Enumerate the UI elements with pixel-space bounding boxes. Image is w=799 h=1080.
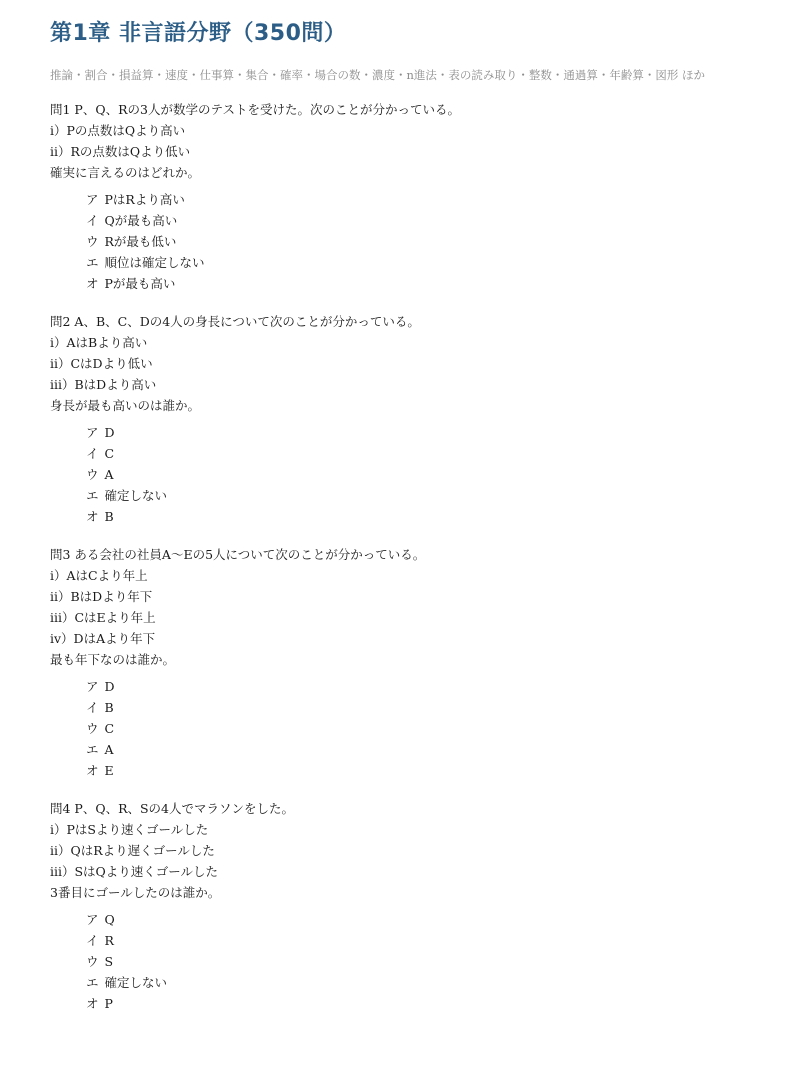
condition: ⅰ）AはCより年上: [50, 568, 148, 583]
chapter-title: 第1章 非言語分野（350問）: [50, 21, 347, 46]
answer-options: [50, 189, 769, 294]
answer-option: [86, 760, 769, 781]
condition: ⅰ）AはBより高い: [50, 335, 148, 350]
condition: ⅲ）CはEより年上: [50, 610, 156, 625]
option-mark: エ: [86, 742, 99, 757]
option-text: 確定しない: [104, 975, 168, 990]
answer-option: [86, 506, 769, 527]
option-text: Qが最も高い: [104, 213, 178, 228]
question-2: [50, 311, 769, 527]
answer-option: [86, 909, 769, 930]
option-mark: オ: [86, 996, 99, 1011]
chapter-topics: 推論・割合・損益算・速度・仕事算・集合・確率・場合の数・濃度・n進法・表の読み取り・整数・通過算・年齢算・図形 ほか: [50, 68, 706, 82]
option-mark: ウ: [86, 954, 99, 969]
question-3: [50, 544, 769, 781]
condition: ⅱ）CはDより低い: [50, 356, 153, 371]
option-mark: イ: [86, 213, 99, 228]
question-prompt: 3番目にゴールしたのは誰か。: [50, 885, 221, 900]
answer-option: [86, 231, 769, 252]
option-text: A: [104, 467, 114, 482]
option-mark: ア: [86, 425, 99, 440]
condition: ⅱ）BはDより年下: [50, 589, 153, 604]
question-prompt: 確実に言えるのはどれか。: [50, 165, 201, 180]
question-stem: 問1 P、Q、Rの3人が数学のテストを受けた。次のことが分かっている。: [50, 102, 460, 117]
option-text: 順位は確定しない: [104, 255, 205, 270]
condition: ⅰ）Pの点数はQより高い: [50, 123, 186, 138]
option-mark: オ: [86, 276, 99, 291]
option-text: C: [104, 446, 115, 461]
question-stem: 問3 ある会社の社員A〜Eの5人について次のことが分かっている。: [50, 547, 426, 562]
condition: ⅲ）BはDより高い: [50, 377, 157, 392]
answer-option: [86, 422, 769, 443]
answer-option: [86, 273, 769, 294]
option-text: D: [104, 679, 115, 694]
option-text: E: [104, 763, 114, 778]
answer-options: [50, 676, 769, 781]
condition: ⅲ）SはQより速くゴールした: [50, 864, 219, 879]
option-text: R: [104, 933, 114, 948]
question-prompt: 最も年下なのは誰か。: [50, 652, 176, 667]
answer-option: [86, 930, 769, 951]
answer-option: [86, 189, 769, 210]
answer-option: [86, 676, 769, 697]
option-mark: ウ: [86, 234, 99, 249]
answer-option: [86, 993, 769, 1014]
option-text: Pが最も高い: [104, 276, 176, 291]
option-text: Q: [104, 912, 115, 927]
option-mark: イ: [86, 700, 99, 715]
option-text: A: [104, 742, 114, 757]
answer-option: [86, 252, 769, 273]
option-text: Rが最も低い: [104, 234, 177, 249]
option-text: P: [104, 996, 113, 1011]
answer-option: [86, 697, 769, 718]
answer-option: [86, 739, 769, 760]
option-mark: ア: [86, 912, 99, 927]
question-stem: 問2 A、B、C、Dの4人の身長について次のことが分かっている。: [50, 314, 420, 329]
option-text: 確定しない: [104, 488, 168, 503]
question-stem: 問4 P、Q、R、Sの4人でマラソンをした。: [50, 801, 295, 816]
option-mark: イ: [86, 446, 99, 461]
option-text: D: [104, 425, 115, 440]
option-mark: ウ: [86, 721, 99, 736]
option-mark: オ: [86, 509, 99, 524]
answer-option: [86, 485, 769, 506]
condition: ⅳ）DはAより年下: [50, 631, 156, 646]
option-mark: イ: [86, 933, 99, 948]
condition: ⅱ）Rの点数はQより低い: [50, 144, 191, 159]
condition: ⅰ）PはSより速くゴールした: [50, 822, 209, 837]
option-mark: ウ: [86, 467, 99, 482]
option-mark: ア: [86, 192, 99, 207]
option-text: B: [104, 509, 114, 524]
option-text: C: [104, 721, 115, 736]
option-text: PはRより高い: [104, 192, 185, 207]
question-1: [50, 99, 769, 294]
answer-option: [86, 210, 769, 231]
option-mark: エ: [86, 488, 99, 503]
answer-option: [86, 464, 769, 485]
option-mark: ア: [86, 679, 99, 694]
condition: ⅱ）QはRより遅くゴールした: [50, 843, 215, 858]
answer-option: [86, 972, 769, 993]
answer-option: [86, 443, 769, 464]
option-mark: エ: [86, 255, 99, 270]
option-text: B: [104, 700, 114, 715]
option-mark: オ: [86, 763, 99, 778]
question-4: [50, 798, 769, 1014]
answer-option: [86, 951, 769, 972]
answer-options: [50, 422, 769, 527]
option-text: S: [104, 954, 114, 969]
question-prompt: 身長が最も高いのは誰か。: [50, 398, 201, 413]
answer-option: [86, 718, 769, 739]
option-mark: エ: [86, 975, 99, 990]
answer-options: [50, 909, 769, 1014]
